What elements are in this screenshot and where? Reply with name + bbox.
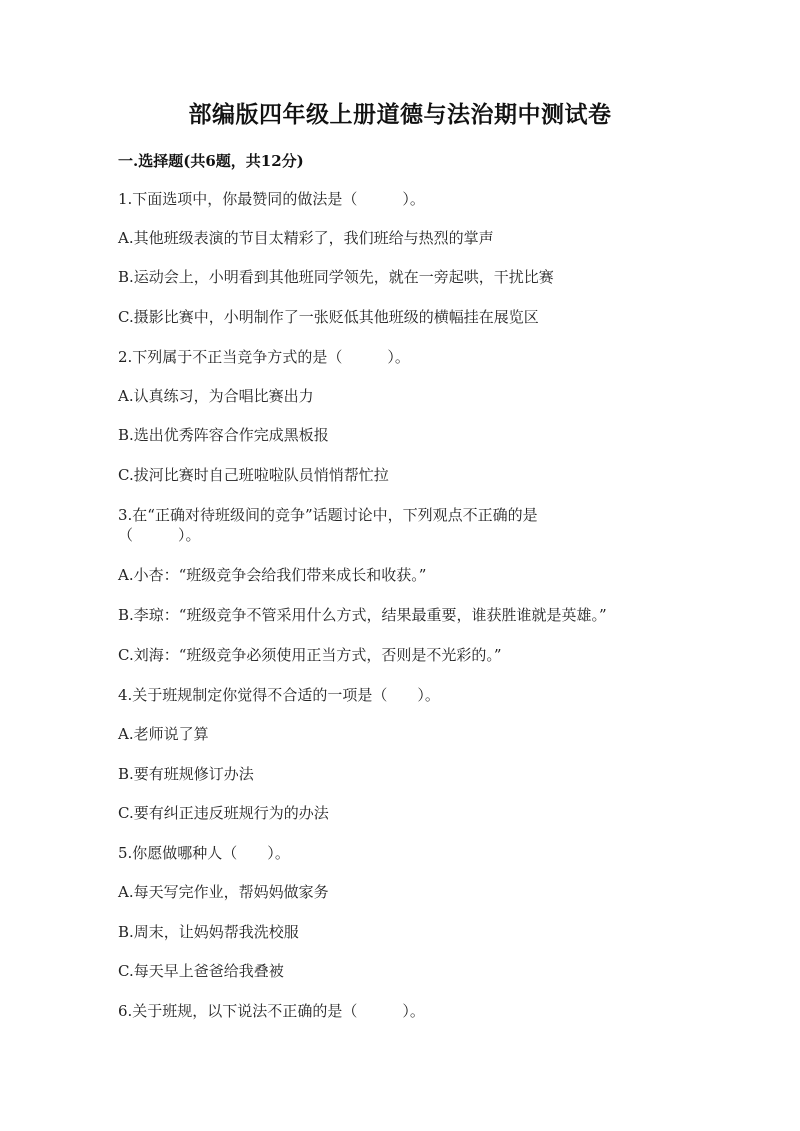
question-1-option-a: A.其他班级表演的节目太精彩了，我们班给与热烈的掌声: [118, 229, 494, 247]
question-1-option-c: C.摄影比赛中，小明制作了一张贬低其他班级的横幅挂在展览区: [118, 308, 539, 326]
question-5-stem: 5.你愿做哪种人（ ）。: [118, 844, 290, 862]
question-5-option-b: B.周末，让妈妈帮我洗校服: [118, 923, 299, 941]
question-5-option-c: C.每天早上爸爸给我叠被: [118, 962, 284, 980]
question-2-option-b: B.选出优秀阵容合作完成黑板报: [118, 426, 329, 444]
question-6-stem: 6.关于班规，以下说法不正确的是（ ）。: [118, 1002, 425, 1020]
question-1-option-b: B.运动会上，小明看到其他班同学领先，就在一旁起哄，干扰比赛: [118, 268, 554, 286]
question-2-option-a: A.认真练习，为合唱比赛出力: [118, 387, 314, 405]
question-3-option-a: A.小杏：“班级竞争会给我们带来成长和收获。”: [118, 566, 427, 584]
question-3-stem-continuation: （ ）。: [118, 526, 201, 544]
page-title: 部编版四年级上册道德与法治期中测试卷: [188, 101, 612, 128]
question-2-option-c: C.拔河比赛时自己班啦啦队员悄悄帮忙拉: [118, 466, 389, 484]
question-3-option-b: B.李琼：“班级竞争不管采用什么方式，结果最重要，谁获胜谁就是英雄。”: [118, 606, 607, 624]
question-3-option-c: C.刘海：“班级竞争必须使用正当方式，否则是不光彩的。”: [118, 646, 502, 664]
question-5-option-a: A.每天写完作业，帮妈妈做家务: [118, 883, 329, 901]
question-1-stem: 1.下面选项中，你最赞同的做法是（ ）。: [118, 190, 425, 208]
question-3-stem: 3.在“正确对待班级间的竞争”话题讨论中，下列观点不正确的是: [118, 506, 538, 524]
question-4-stem: 4.关于班规制定你觉得不合适的一项是（ ）。: [118, 686, 440, 704]
question-4-option-b: B.要有班规修订办法: [118, 765, 254, 783]
question-2-stem: 2.下列属于不正当竞争方式的是（ ）。: [118, 348, 410, 366]
question-4-option-a: A.老师说了算: [118, 725, 209, 743]
section-heading: 一.选择题(共6题，共12分): [118, 152, 304, 170]
question-4-option-c: C.要有纠正违反班规行为的办法: [118, 804, 329, 822]
